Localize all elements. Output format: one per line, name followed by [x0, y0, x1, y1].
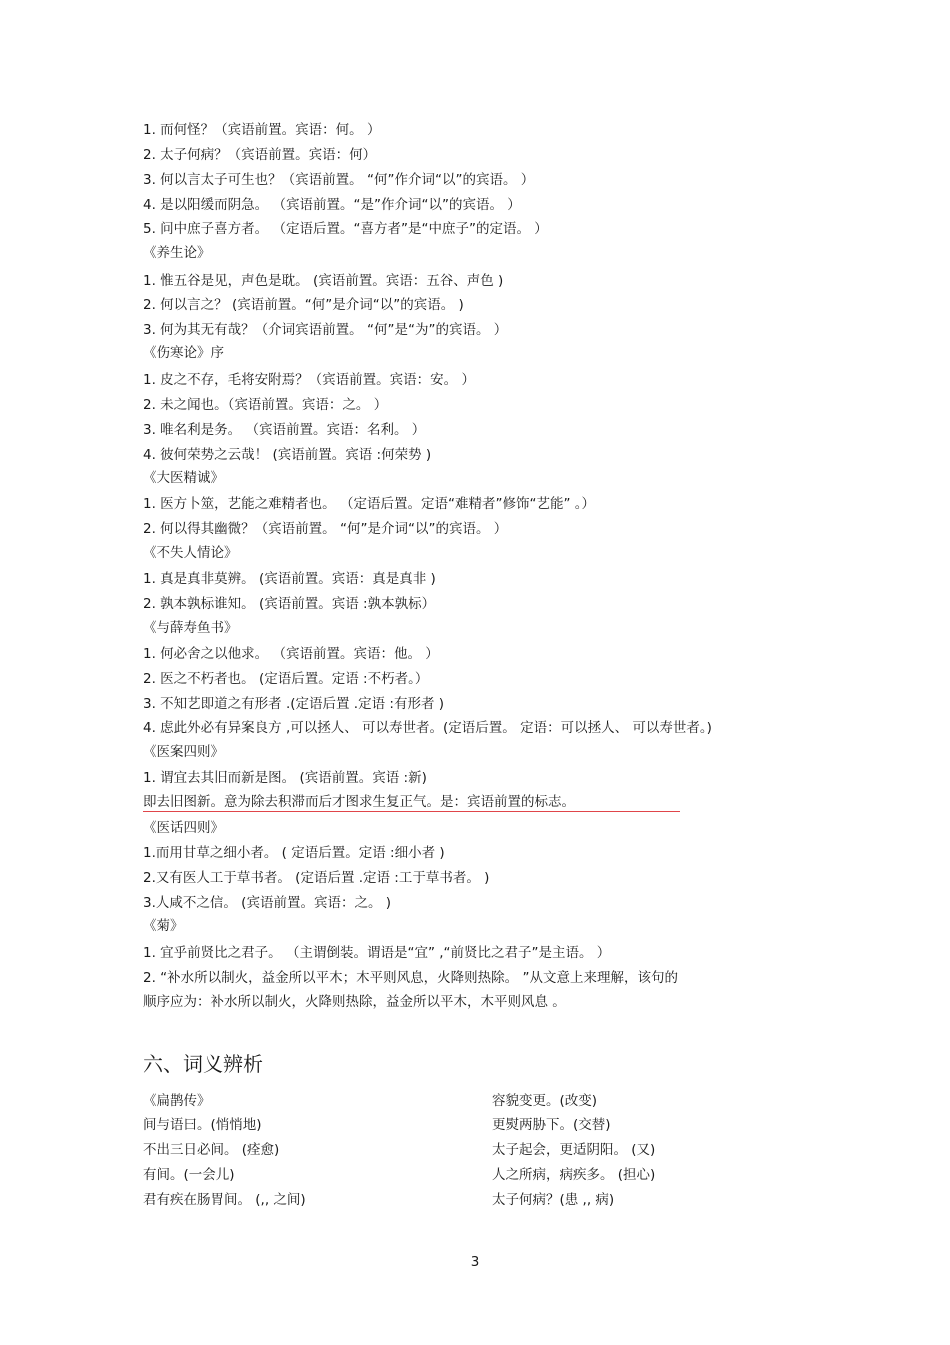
text-line: 5. 问中庶子喜方者。 （定语后置。“喜方者”是“中庶子”的定语。 ） [143, 221, 548, 237]
vocab-right-item: 更熨两胁下。(交替) [492, 1117, 611, 1133]
text-line: 2. 未之闻也。（宾语前置。宾语：之。 ） [143, 397, 388, 413]
vocab-right-item: 太子何病？(患 ,, 病) [492, 1192, 615, 1208]
text-line: 4. 是以阳缓而阴急。 （宾语前置。“是”作介词“以”的宾语。 ） [143, 197, 521, 213]
text-line: 1. 真是真非莫辨。 (宾语前置。宾语：真是真非 ) [143, 571, 436, 587]
text-line: 2. 医之不朽者也。 (定语后置。定语 :不朽者。） [143, 671, 429, 687]
section-title: 《菊》 [143, 918, 184, 934]
text-line: 2. 何以得其幽微？（宾语前置。 “何”是介词“以”的宾语。 ） [143, 521, 508, 537]
vocab-right-item: 太子起会，更适阴阳。 (又) [492, 1142, 656, 1158]
section-title: 《与薛寿鱼书》 [143, 620, 238, 636]
text-line: 3. 不知艺即道之有形者 .(定语后置 .定语 :有形者 ) [143, 696, 445, 712]
vocab-right-item: 人之所病，病疾多。 (担心) [492, 1167, 656, 1183]
section-heading: 六、词义辨析 [143, 1052, 263, 1076]
vocab-left-item: 君有疾在肠胃间。 (,, 之间) [143, 1192, 306, 1208]
section-title: 《大医精诚》 [143, 470, 224, 486]
text-line: 4. 虑此外必有异案良方 ,可以拯人、 可以寿世者。(定语后置。 定语：可以拯人、 可以寿世者。) [143, 720, 712, 736]
text-line: 1. 皮之不存，毛将安附焉？（宾语前置。宾语：安。 ） [143, 372, 475, 388]
text-line: 1. 而何怪？（宾语前置。宾语：何。 ） [143, 122, 381, 138]
annotated-text-line: 即去旧图新。意为除去积滞而后才图求生复正气。是：宾语前置的标志。 [143, 794, 575, 810]
vocab-right-item: 容貌变更。(改变) [492, 1093, 598, 1109]
vocab-left-item: 间与语曰。(悄悄地) [143, 1117, 262, 1133]
page-number: 3 [470, 1254, 480, 1270]
text-line: 1.而用甘草之细小者。 ( 定语后置。定语 :细小者 ) [143, 845, 445, 861]
text-line: 1. 宜乎前贤比之君子。 （主谓倒装。谓语是“宜” ,“前贤比之君子”是主语。 ） [143, 945, 611, 961]
section-title: 《伤寒论》序 [143, 345, 224, 361]
annotation-underline [143, 811, 680, 812]
text-line: 1. 惟五谷是见，声色是耽。 (宾语前置。宾语：五谷、声色 ) [143, 273, 504, 289]
text-line: 3. 唯名利是务。 （宾语前置。宾语：名利。 ） [143, 422, 426, 438]
section-title: 《养生论》 [143, 245, 211, 261]
text-line: 1. 何必舍之以他求。 （宾语前置。宾语：他。 ） [143, 646, 439, 662]
text-line: 2.又有医人工于草书者。 (定语后置 .定语 :工于草书者。 ) [143, 870, 490, 886]
text-line: 3. 何为其无有哉？（介词宾语前置。 “何”是“为”的宾语。 ） [143, 322, 508, 338]
vocab-left-item: 不出三日必间。 (痊愈) [143, 1142, 280, 1158]
text-line: 2. “补水所以制火，益金所以平木；木平则风息，火降则热除。 ”从文意上来理解，该句的 [143, 970, 678, 986]
text-line: 4. 彼何荣势之云哉！ (宾语前置。宾语 :何荣势 ) [143, 447, 432, 463]
vocab-left-item: 《扁鹊传》 [143, 1093, 211, 1109]
text-line: 3.人咸不之信。 (宾语前置。宾语：之。 ) [143, 895, 391, 911]
text-line: 顺序应为：补水所以制火，火降则热除，益金所以平木，木平则风息 。 [143, 994, 566, 1010]
text-line: 1. 医方卜筮，艺能之难精者也。 （定语后置。定语“难精者”修饰“艺能” 。） [143, 496, 595, 512]
section-title: 《医话四则》 [143, 820, 224, 836]
vocab-left-item: 有间。(一会儿) [143, 1167, 235, 1183]
text-line: 3. 何以言太子可生也？（宾语前置。 “何”作介词“以”的宾语。 ） [143, 172, 535, 188]
text-line: 2. 何以言之？ (宾语前置。“何”是介词“以”的宾语。 ) [143, 297, 464, 313]
text-line: 1. 谓宜去其旧而新是图。 (宾语前置。宾语 :新) [143, 770, 427, 786]
text-line: 2. 太子何病？（宾语前置。宾语：何） [143, 147, 377, 163]
text-line: 2. 孰本孰标谁知。 (宾语前置。宾语 :孰本孰标） [143, 596, 436, 612]
section-title: 《不失人情论》 [143, 545, 238, 561]
section-title: 《医案四则》 [143, 744, 224, 760]
